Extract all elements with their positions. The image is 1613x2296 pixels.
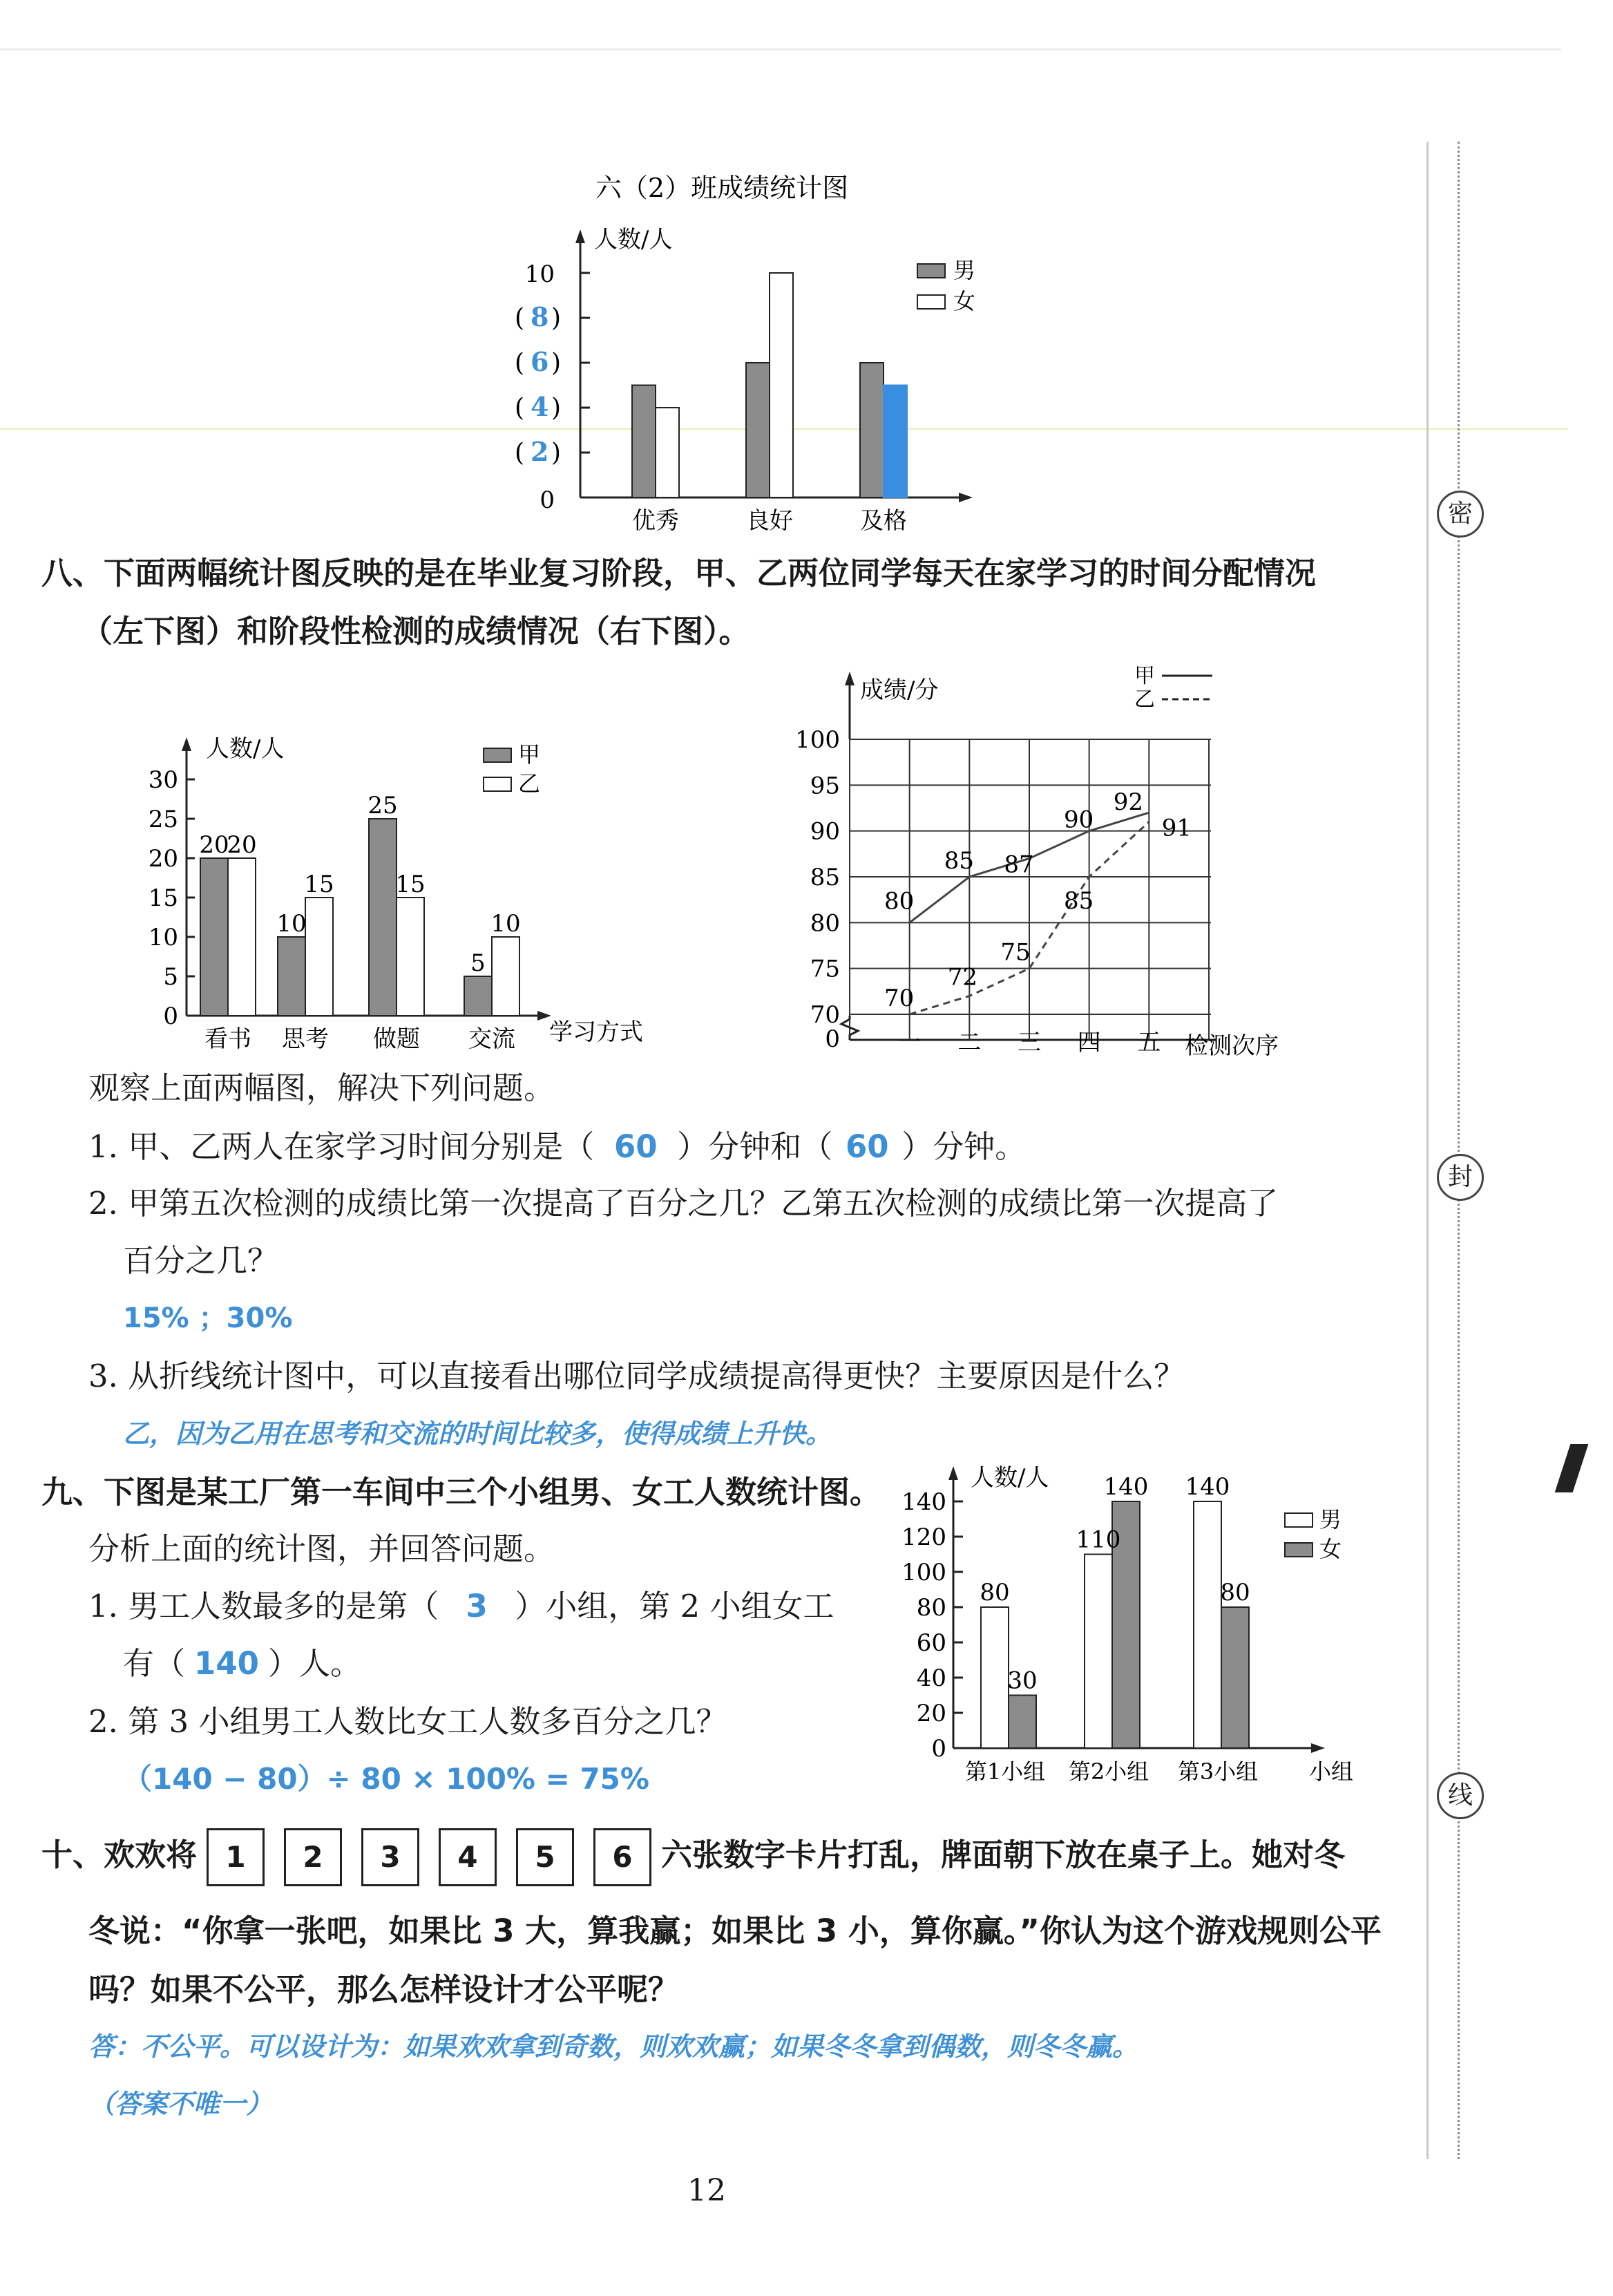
q8-q1-c: ）分钟。 xyxy=(901,1128,1027,1165)
chart3-y-arrow xyxy=(845,672,855,685)
chart2-legend-jia-swatch xyxy=(484,748,511,762)
q8-line2: （左下图）和阶段性检测的成绩情况（右下图）。 xyxy=(82,613,750,649)
chart2-tick-label: 5 xyxy=(163,963,178,991)
chart1-blank-answer: 6 xyxy=(531,346,549,377)
chart4-xlabel: 小组 xyxy=(1309,1758,1354,1785)
chart2-data-label: 10 xyxy=(276,910,307,938)
chart3-data-label-jia: 92 xyxy=(1113,788,1143,817)
chart1-category-label: 良好 xyxy=(746,507,793,535)
chart3-tick-label: 75 xyxy=(810,955,840,983)
seal-xian xyxy=(1437,1772,1484,1819)
chart2-tick-label: 10 xyxy=(148,924,178,951)
chart3-category-label: 二 xyxy=(957,1029,982,1056)
q10-prefix: 十、欢欢将 xyxy=(41,1837,198,1873)
chart1-bars xyxy=(632,273,907,497)
chart1-category-label: 及格 xyxy=(860,507,907,535)
chart4-tick-label: 100 xyxy=(901,1559,946,1586)
q9-q1-c: 有（ xyxy=(123,1645,186,1682)
seal-mi-text: 密 xyxy=(1447,500,1473,528)
chart2-data-label: 15 xyxy=(304,871,334,898)
chart1-y-arrow xyxy=(575,229,585,243)
chart2-category-label: 交流 xyxy=(468,1025,515,1053)
chart2-bar-jia xyxy=(200,858,228,1016)
chart4-bar-male xyxy=(1194,1501,1221,1748)
number-card-2: 2 xyxy=(284,1828,342,1886)
chart3-tick-label: 0 xyxy=(825,1025,840,1053)
number-card-6: 6 xyxy=(593,1828,651,1886)
q10-cards xyxy=(197,1837,661,1873)
q8-q3-answer: 乙，因为乙用在思考和交流的时间比较多，使得成绩上升快。 xyxy=(123,1419,832,1449)
chart1-bar-male xyxy=(746,363,770,497)
chart2-bar-yi xyxy=(397,898,424,1016)
chart3-data-label-jia: 87 xyxy=(1004,851,1034,879)
chart2-legend-yi-swatch xyxy=(484,777,511,791)
chart4-data-label: 80 xyxy=(980,1579,1010,1606)
q10-suffix: 六张数字卡片打乱，牌面朝下放在桌子上。她对冬 xyxy=(661,1837,1346,1873)
chart3-data-labels xyxy=(884,788,1192,1012)
chart4-bar-female xyxy=(1009,1696,1036,1749)
chart4-tick-label: 120 xyxy=(901,1524,946,1551)
chart4-tick-label: 20 xyxy=(916,1700,946,1727)
chart1-blank-open: ( xyxy=(515,439,525,467)
chart3-xlabel: 检测次序 xyxy=(1185,1032,1279,1060)
chart1-blank-open: ( xyxy=(515,394,525,422)
chart4-legend-female: 女 xyxy=(1319,1536,1342,1562)
chart2-tick-label: 0 xyxy=(163,1003,178,1030)
chart1-bar-female xyxy=(656,408,679,497)
chart1-category-label: 优秀 xyxy=(632,507,679,535)
q8-q2-line1: 2. 甲第五次检测的成绩比第一次提高了百分之几？乙第五次检测的成绩比第一次提高了 xyxy=(88,1185,1279,1222)
chart3-tick-label: 85 xyxy=(810,864,840,891)
q9-intro: 分析上面的统计图，并回答问题。 xyxy=(88,1530,555,1567)
chart1-blank-close: ) xyxy=(551,349,562,377)
seal-xian-text: 线 xyxy=(1447,1781,1473,1810)
chart2-bar-yi xyxy=(305,898,333,1016)
chart4-bars xyxy=(980,1473,1250,1748)
margin-dotted-line xyxy=(1458,142,1460,2159)
chart2-categories xyxy=(204,1025,515,1053)
q10-answer-line1: 答：不公平。可以设计为：如果欢欢拿到奇数，则欢欢赢；如果冬冬拿到偶数，则冬冬赢。 xyxy=(88,2031,1139,2062)
chart2-tick-label: 15 xyxy=(148,884,178,912)
q8-q1-answer2: 60 xyxy=(845,1128,889,1165)
chart4-legend-male-swatch xyxy=(1285,1513,1313,1527)
chart4-data-label: 80 xyxy=(1220,1579,1250,1606)
chart1-tick-10: 10 xyxy=(524,260,555,288)
q8-q3: 3. 从折线统计图中，可以直接看出哪位同学成绩提高得更快？主要原因是什么？ xyxy=(88,1358,1185,1394)
chart3-ylabel: 成绩/分 xyxy=(860,676,939,704)
chart3-legend-yi: 乙 xyxy=(1134,687,1155,712)
chart3-data-label-yi: 75 xyxy=(1000,938,1031,967)
chart1-tick-0: 0 xyxy=(540,486,555,514)
chart3-axis-break xyxy=(841,1016,858,1040)
q8-q1 xyxy=(88,1126,1026,1168)
chart3-category-label: 四 xyxy=(1077,1029,1101,1056)
q9-q1-answer2: 140 xyxy=(194,1645,259,1682)
q8-line1: 八、下面两幅统计图反映的是在毕业复习阶段，甲、乙两位同学每天在家学习的时间分配情况 xyxy=(41,555,1317,591)
chart4-tick-label: 60 xyxy=(916,1629,946,1657)
chart4-category-label: 第1小组 xyxy=(964,1758,1046,1785)
chart1-blank-close: ) xyxy=(551,439,562,467)
q10-line1 xyxy=(41,1824,1345,1886)
chart3-data-label-yi: 72 xyxy=(947,963,977,992)
chart2-legend-jia: 甲 xyxy=(518,741,541,768)
chart1-blank-close: ) xyxy=(551,304,562,332)
chart2-bar-jia xyxy=(464,976,492,1016)
chart2-xlabel: 学习方式 xyxy=(549,1018,643,1046)
chart-class-scores xyxy=(484,166,1009,553)
chart2-bar-yi xyxy=(228,858,256,1016)
seal-mi xyxy=(1437,491,1484,538)
chart4-data-label: 140 xyxy=(1103,1473,1149,1501)
chart4-tick-label: 80 xyxy=(916,1594,946,1622)
chart3-tick-label: 100 xyxy=(795,726,840,754)
chart3-category-label: 五 xyxy=(1137,1029,1161,1056)
chart-study-time xyxy=(131,719,684,1064)
chart3-tick-label: 70 xyxy=(810,1001,840,1029)
chart2-tick-label: 25 xyxy=(148,806,178,833)
q9-q1-line1 xyxy=(88,1586,834,1627)
chart3-legend-jia: 甲 xyxy=(1134,664,1155,688)
chart4-bar-male xyxy=(1085,1555,1112,1749)
chart2-tick-label: 20 xyxy=(148,845,178,873)
q9-q1-a: 1. 男工人数最多的是第（ xyxy=(88,1588,439,1624)
chart3-tick-label: 90 xyxy=(810,817,840,846)
q8-q2-line2: 百分之几？ xyxy=(123,1242,279,1279)
chart2-data-label: 5 xyxy=(470,949,486,977)
chart3-data-label-jia: 90 xyxy=(1064,806,1094,834)
chart3-data-label-yi: 70 xyxy=(884,985,915,1012)
q8-q1-answer1: 60 xyxy=(613,1128,658,1165)
q9-q2-answer: （140 − 80）÷ 80 × 100% = 75% xyxy=(123,1762,649,1796)
chart4-y-arrow xyxy=(948,1466,958,1480)
chart2-tick-label: 30 xyxy=(148,766,178,794)
q10-line3: 吗？如果不公平，那么怎样设计才公平呢？ xyxy=(88,1971,680,2008)
chart4-category-label: 第2小组 xyxy=(1068,1758,1149,1785)
chart1-legend-male: 男 xyxy=(953,257,976,283)
seal-feng-text: 封 xyxy=(1447,1163,1473,1191)
chart1-x-arrow xyxy=(959,493,973,502)
chart1-blank-answer: 8 xyxy=(531,301,549,332)
chart1-legend-female-swatch xyxy=(917,295,945,309)
chart3-data-label-jia: 85 xyxy=(944,847,974,875)
chart-workers xyxy=(884,1458,1395,1810)
chart2-bar-jia xyxy=(369,819,397,1016)
chart2-category-label: 思考 xyxy=(282,1025,329,1053)
chart2-legend-yi: 乙 xyxy=(518,770,541,797)
chart2-bars xyxy=(199,792,520,1016)
chart1-ylabel: 人数/人 xyxy=(594,226,673,254)
chart3-ticks xyxy=(795,726,840,1053)
chart1-bar-female xyxy=(884,386,907,498)
chart1-blank-answer: 2 xyxy=(531,436,549,467)
chart2-data-label: 25 xyxy=(368,792,398,819)
chart1-bar-male xyxy=(860,363,884,497)
margin-solid-line xyxy=(1426,142,1429,2159)
chart4-tick-label: 0 xyxy=(931,1735,946,1763)
chart2-data-label: 20 xyxy=(199,831,229,859)
q9-q1-b: ）小组，第 2 小组女工 xyxy=(515,1588,834,1624)
chart2-data-label: 20 xyxy=(227,831,257,859)
chart4-ylabel: 人数/人 xyxy=(971,1464,1049,1492)
number-card-1: 1 xyxy=(207,1828,265,1886)
chart1-legend-male-swatch xyxy=(917,264,945,278)
chart2-bar-jia xyxy=(278,937,305,1016)
chart3-category-label: 一 xyxy=(897,1029,922,1056)
chart2-data-label: 15 xyxy=(395,871,426,898)
q10-line2: 冬说：“你拿一张吧，如果比 3 大，算我赢；如果比 3 小，算你赢。”你认为这个游戏规则公平 xyxy=(88,1913,1382,1949)
chart4-data-label: 30 xyxy=(1007,1667,1038,1695)
q9-q1-d: ）人。 xyxy=(268,1645,362,1682)
chart1-title: 六（2）班成绩统计图 xyxy=(595,173,849,203)
chart3-category-label: 三 xyxy=(1018,1029,1041,1056)
chart2-data-label: 10 xyxy=(490,910,521,938)
number-card-4: 4 xyxy=(439,1828,497,1886)
chart2-y-arrow xyxy=(182,737,191,751)
chart1-blank-open: ( xyxy=(515,349,525,377)
chart4-legend-female-swatch xyxy=(1285,1543,1313,1557)
q8-q1-b: ）分钟和（ xyxy=(677,1128,833,1165)
chart4-data-label: 140 xyxy=(1185,1473,1230,1501)
chart3-tick-label: 95 xyxy=(810,772,840,800)
chart1-bar-female xyxy=(770,273,793,497)
chart4-bar-female xyxy=(1221,1607,1249,1748)
top-shadow-line xyxy=(0,48,1561,50)
q9-q1-line2 xyxy=(123,1643,361,1685)
q9-q1-answer: 3 xyxy=(466,1588,488,1624)
chart2-bar-yi xyxy=(492,937,519,1016)
chart4-x-arrow xyxy=(1311,1743,1325,1753)
number-card-3: 3 xyxy=(361,1828,419,1886)
chart1-blank-close: ) xyxy=(551,394,562,422)
chart1-legend-female: 女 xyxy=(953,288,976,314)
chart1-blank-answer: 4 xyxy=(531,391,549,422)
chart3-data-label-jia: 80 xyxy=(884,887,915,915)
chart1-ticks xyxy=(580,273,590,453)
chart4-bar-male xyxy=(981,1607,1009,1748)
chart3-tick-label: 80 xyxy=(810,909,840,938)
q8-q2-answer: 15% ；30% xyxy=(123,1302,293,1334)
chart4-legend-male: 男 xyxy=(1319,1506,1342,1533)
chart1-blank-answers xyxy=(515,301,561,467)
chart2-ticks xyxy=(149,766,195,1030)
q9-q2: 2. 第 3 小组男工人数比女工人数多百分之几？ xyxy=(88,1703,727,1740)
chart2-category-label: 看书 xyxy=(204,1025,251,1053)
q9-title: 九、下图是某工厂第一车间中三个小组男、女工人数统计图。 xyxy=(41,1474,881,1510)
chart2-category-label: 做题 xyxy=(373,1025,420,1053)
page-number: 12 xyxy=(687,2173,726,2208)
q8-intro: 观察上面两幅图，解决下列问题。 xyxy=(88,1070,555,1106)
chart4-data-label: 110 xyxy=(1076,1526,1121,1554)
chart4-categories xyxy=(965,1758,1258,1785)
scan-mark xyxy=(1555,1444,1589,1492)
chart3-categories xyxy=(898,1029,1161,1056)
q8-q1-a: 1. 甲、乙两人在家学习时间分别是（ xyxy=(88,1128,595,1165)
chart2-ylabel: 人数/人 xyxy=(206,735,285,763)
number-card-5: 5 xyxy=(516,1828,574,1886)
chart1-categories xyxy=(632,507,907,535)
chart3-data-label-yi: 91 xyxy=(1161,814,1192,842)
chart1-blank-open: ( xyxy=(515,304,525,332)
seal-feng xyxy=(1437,1154,1484,1201)
chart-test-scores xyxy=(781,663,1333,1064)
q10-answer-line2: （答案不唯一） xyxy=(88,2089,273,2119)
chart4-tick-label: 40 xyxy=(916,1664,946,1692)
chart4-category-label: 第3小组 xyxy=(1177,1758,1259,1785)
chart4-tick-label: 140 xyxy=(901,1488,946,1516)
chart3-data-label-yi: 85 xyxy=(1064,887,1094,915)
chart1-bar-male xyxy=(632,386,656,498)
